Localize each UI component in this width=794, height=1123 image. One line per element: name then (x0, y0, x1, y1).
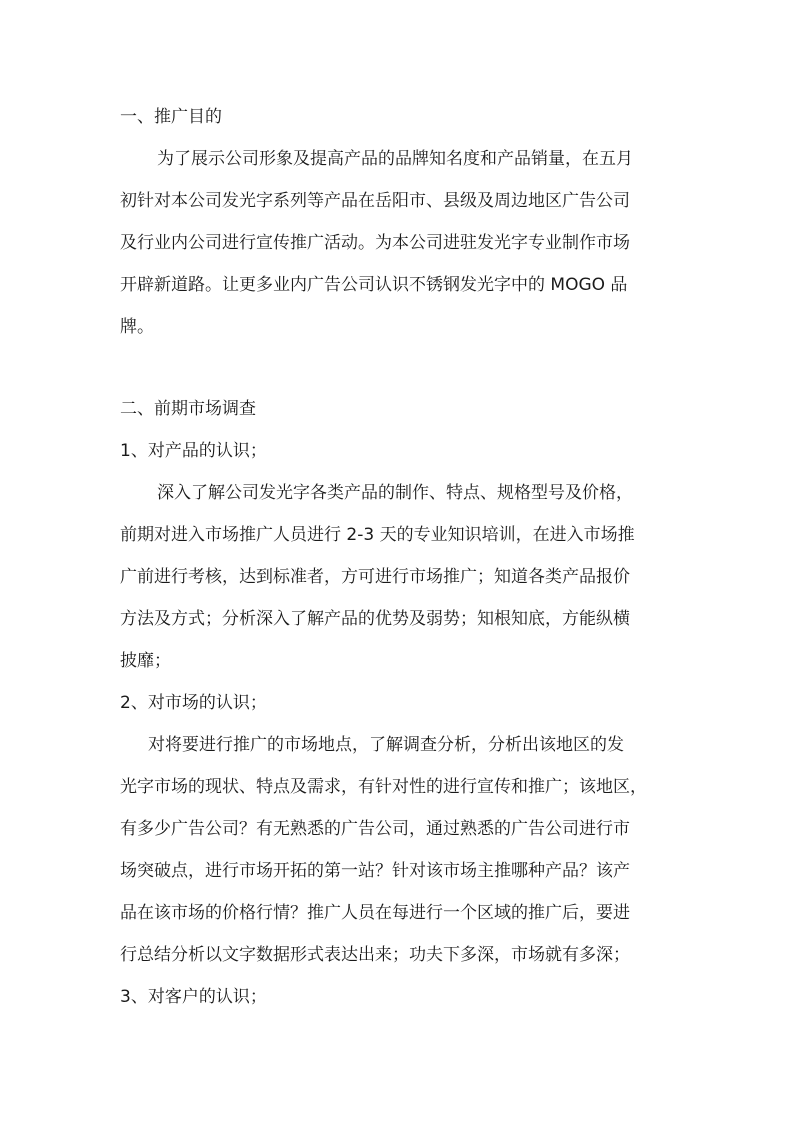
paragraph-line: 为了展示公司形象及提高产品的品牌知名度和产品销量，在五月 (157, 149, 633, 169)
item-title-3: 3、对客户的认识； (120, 987, 267, 1007)
item-title-1: 1、对产品的认识； (120, 441, 267, 461)
paragraph-line: 行总结分析以文字数据形式表达出来；功夫下多深，市场就有多深； (120, 945, 630, 965)
section-heading-1: 一、推广目的 (120, 107, 222, 127)
paragraph-line: 场突破点，进行市场开拓的第一站？针对该市场主推哪种产品？该产 (120, 861, 630, 881)
item-title-2: 2、对市场的认识； (120, 693, 267, 713)
paragraph-line: 前期对进入市场推广人员进行 2-3 天的专业知识培训，在进入市场推 (120, 525, 635, 545)
paragraph-line: 光字市场的现状、特点及需求，有针对性的进行宣传和推广；该地区， (120, 777, 647, 797)
paragraph-line: 方法及方式；分析深入了解产品的优势及弱势；知根知底，方能纵横 (120, 609, 630, 629)
paragraph-line: 品在该市场的价格行情？推广人员在每进行一个区域的推广后，要进 (120, 903, 630, 923)
paragraph-line: 牌。 (120, 317, 154, 337)
paragraph-line: 披靡； (120, 651, 171, 671)
paragraph-line: 深入了解公司发光字各类产品的制作、特点、规格型号及价格， (157, 483, 633, 503)
paragraph-line: 有多少广告公司？有无熟悉的广告公司，通过熟悉的广告公司进行市 (120, 819, 630, 839)
paragraph-line: 广前进行考核，达到标准者，方可进行市场推广；知道各类产品报价 (120, 567, 630, 587)
paragraph-line: 初针对本公司发光字系列等产品在岳阳市、县级及周边地区广告公司 (120, 191, 630, 211)
paragraph-line: 开辟新道路。让更多业内广告公司认识不锈钢发光字中的 MOGO 品 (120, 275, 628, 295)
paragraph-line: 对将要进行推广的市场地点，了解调查分析，分析出该地区的发 (148, 735, 624, 755)
section-heading-2: 二、前期市场调查 (120, 399, 256, 419)
paragraph-line: 及行业内公司进行宣传推广活动。为本公司进驻发光字专业制作市场 (120, 233, 630, 253)
